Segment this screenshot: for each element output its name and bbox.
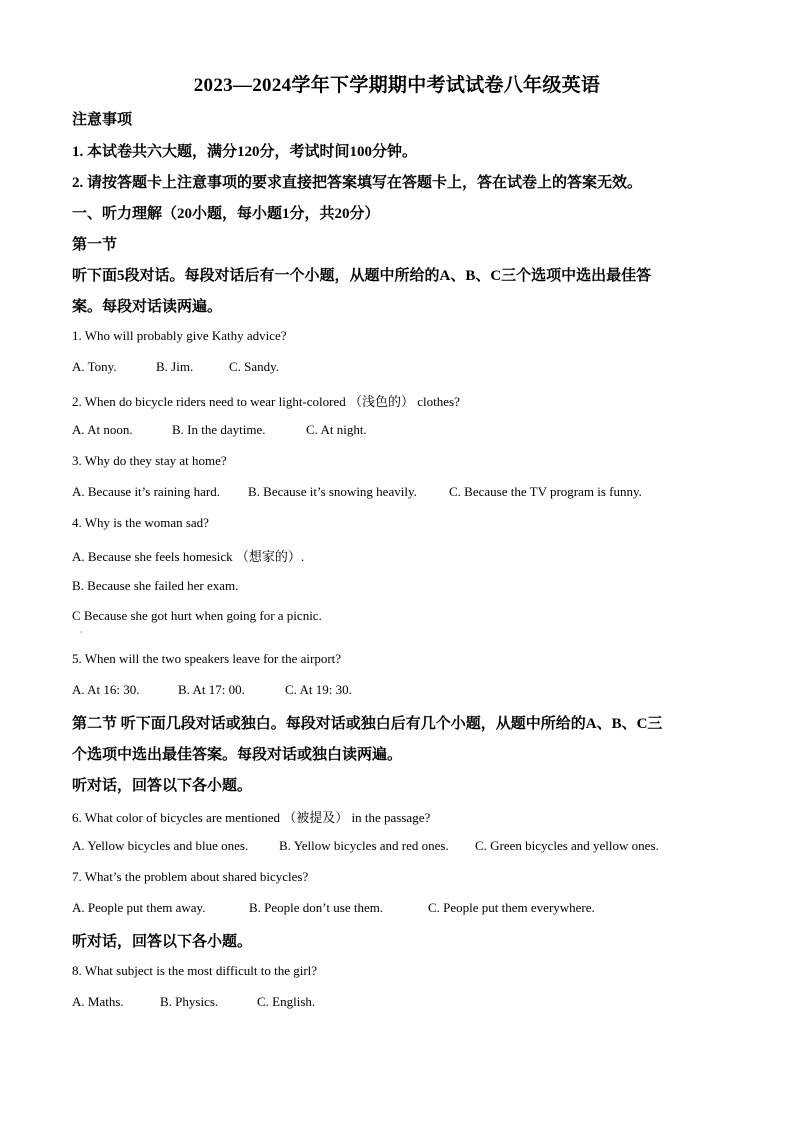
option-b: B. Physics.: [160, 994, 219, 1009]
part1-instructions-2: 案。每段对话读两遍。: [72, 299, 223, 315]
option-b: B. Because it’s snowing heavily.: [248, 484, 417, 499]
option-b: B. In the daytime.: [172, 422, 266, 437]
option-a: A. People put them away.: [72, 900, 206, 915]
option-c: C. At 19: 30.: [285, 682, 352, 697]
option-a: A. Tony.: [72, 359, 117, 374]
question-8-options: [72, 994, 315, 1010]
section-heading: 一、听力理解（20小题，每小题1分，共20分）: [72, 206, 380, 222]
question-5: 5. When will the two speakers leave for the airport?: [72, 651, 342, 666]
part2-instructions-2: 个选项中选出最佳答案。每段对话或独白读两遍。: [72, 747, 403, 763]
option-c: C. English.: [257, 994, 316, 1009]
question-4-option-a: A. Because she feels homesick （想家的）.: [72, 549, 305, 564]
question-6: 6. What color of bicycles are mentioned （被提及） in the passage?: [72, 810, 431, 825]
question-2-options: [72, 422, 367, 438]
option-b: B. People don’t use them.: [249, 900, 384, 915]
listen-heading-1: 听对话，回答以下各小题。: [72, 778, 253, 794]
part2-instructions-1: 第二节 听下面几段对话或独白。每段对话或独白后有几个小题，从题中所给的A、B、C三: [72, 716, 663, 732]
question-4-option-c: C Because she got hurt when going for a picnic.: [72, 608, 322, 623]
part1-instructions-1: 听下面5段对话。每段对话后有一个小题，从题中所给的A、B、C三个选项中选出最佳答: [72, 268, 652, 284]
question-2: 2. When do bicycle riders need to wear light-colored （浅色的） clothes?: [72, 394, 460, 409]
option-c: C. Green bicycles and yellow ones.: [475, 838, 659, 853]
exam-title: 2023—2024学年下学期期中考试试卷八年级英语: [193, 75, 601, 96]
notes-heading: 注意事项: [72, 112, 133, 128]
option-c: C. Because the TV program is funny.: [449, 484, 642, 499]
question-4-option-b: B. Because she failed her exam.: [72, 578, 239, 593]
question-4: 4. Why is the woman sad?: [72, 515, 209, 530]
question-7: 7. What’s the problem about shared bicycles?: [72, 869, 309, 884]
question-7-options: [72, 900, 595, 916]
question-3-options: [72, 484, 642, 500]
option-a: A. At 16: 30.: [72, 682, 140, 697]
option-a: A. Because it’s raining hard.: [72, 484, 221, 499]
option-a: A. At noon.: [72, 422, 133, 437]
note-2: 2. 请按答题卡上注意事项的要求直接把答案填写在答题卡上，答在试卷上的答案无效。: [72, 175, 643, 191]
option-b: B. At 17: 00.: [178, 682, 245, 697]
question-6-options: [72, 838, 659, 854]
question-3: 3. Why do they stay at home?: [72, 453, 227, 468]
option-a: A. Maths.: [72, 994, 124, 1009]
listen-heading-2: 听对话，回答以下各小题。: [72, 934, 253, 950]
option-b: B. Jim.: [156, 359, 194, 374]
option-c: C. People put them everywhere.: [428, 900, 595, 915]
part1-heading: 第一节: [72, 237, 118, 253]
question-8: 8. What subject is the most difficult to the girl?: [72, 963, 318, 978]
question-5-options: [72, 682, 352, 698]
option-c: C. At night.: [306, 422, 367, 437]
question-1-options: [72, 359, 279, 375]
stray-mark: ·: [80, 628, 83, 637]
option-a: A. Yellow bicycles and blue ones.: [72, 838, 249, 853]
option-c: C. Sandy.: [229, 359, 280, 374]
note-1: 1. 本试卷共六大题，满分120分，考试时间100分钟。: [72, 144, 418, 160]
question-1: 1. Who will probably give Kathy advice?: [72, 328, 287, 343]
option-b: B. Yellow bicycles and red ones.: [279, 838, 449, 853]
